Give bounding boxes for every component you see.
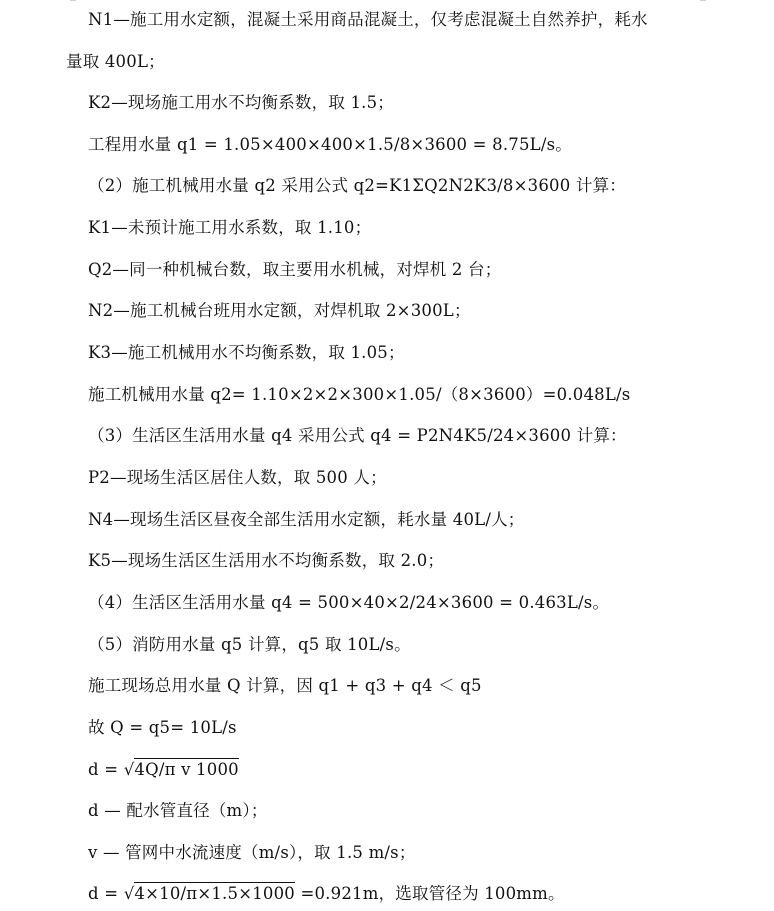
paragraph-line: K3—施工机械用水不均衡系数，取 1.05；: [88, 343, 405, 362]
paragraph-line: 量取 400L；: [66, 52, 165, 71]
sqrt-symbol: √: [123, 760, 135, 779]
paragraph-line: N1—施工用水定额，混凝土采用商品混凝土，仅考虑混凝土自然养护，耗水: [88, 10, 648, 29]
paragraph-line: （3）生活区生活用水量 q4 采用公式 q4 = P2N4K5/24×3600 计算：: [88, 426, 627, 445]
formula-pipe-diameter: [88, 759, 239, 781]
formula-pipe-result: [88, 883, 565, 905]
formula-radicand: 4×10/π×1.5×1000: [134, 884, 296, 903]
paragraph-line: K2—现场施工用水不均衡系数，取 1.5；: [88, 93, 395, 112]
paragraph-line: P2—现场生活区居住人数，取 500 人；: [88, 468, 387, 487]
paragraph-line: N2—施工机械台班用水定额，对焊机取 2×300L；: [88, 301, 471, 320]
paragraph-line: Q2—同一种机械台数，取主要用水机械，对焊机 2 台；: [88, 260, 502, 279]
paragraph-line: v — 管网中水流速度（m/s），取 1.5 m/s；: [88, 843, 416, 862]
paragraph-line: （4）生活区生活用水量 q4 = 500×40×2/24×3600 = 0.463L/s。: [88, 593, 610, 612]
paragraph-line: 施工机械用水量 q2= 1.10×2×2×300×1.05/（8×3600）=0.048L/s: [88, 385, 631, 404]
paragraph-line: K5—现场生活区生活用水不均衡系数，取 2.0；: [88, 551, 445, 570]
paragraph-line: （2）施工机械用水量 q2 采用公式 q2=K1ΣQ2N2K3/8×3600 计算：: [88, 176, 626, 195]
paragraph-line: （5）消防用水量 q5 计算，q5 取 10L/s。: [88, 635, 411, 654]
formula-prefix: d =: [88, 760, 124, 779]
formula-radicand: 4Q/π v 1000: [134, 760, 239, 779]
paragraph-line: d — 配水管直径（m）；: [88, 801, 268, 820]
paragraph-line: 施工现场总用水量 Q 计算，因 q1 + q3 + q4 ＜ q5: [88, 676, 482, 695]
paragraph-line: 故 Q = q5= 10L/s: [88, 718, 237, 737]
page-corner-mark-right: [700, 0, 706, 1]
formula-suffix: =0.921m，选取管径为 100mm。: [295, 884, 565, 903]
sqrt-symbol: √: [123, 884, 135, 903]
page-corner-mark-left: [70, 0, 76, 1]
paragraph-line: K1—未预计施工用水系数，取 1.10；: [88, 218, 372, 237]
formula-prefix: d =: [88, 884, 124, 903]
paragraph-line: N4—现场生活区昼夜全部生活用水定额，耗水量 40L/人；: [88, 510, 525, 529]
paragraph-line: 工程用水量 q1 = 1.05×400×400×1.5/8×3600 = 8.75L/s。: [88, 135, 572, 154]
